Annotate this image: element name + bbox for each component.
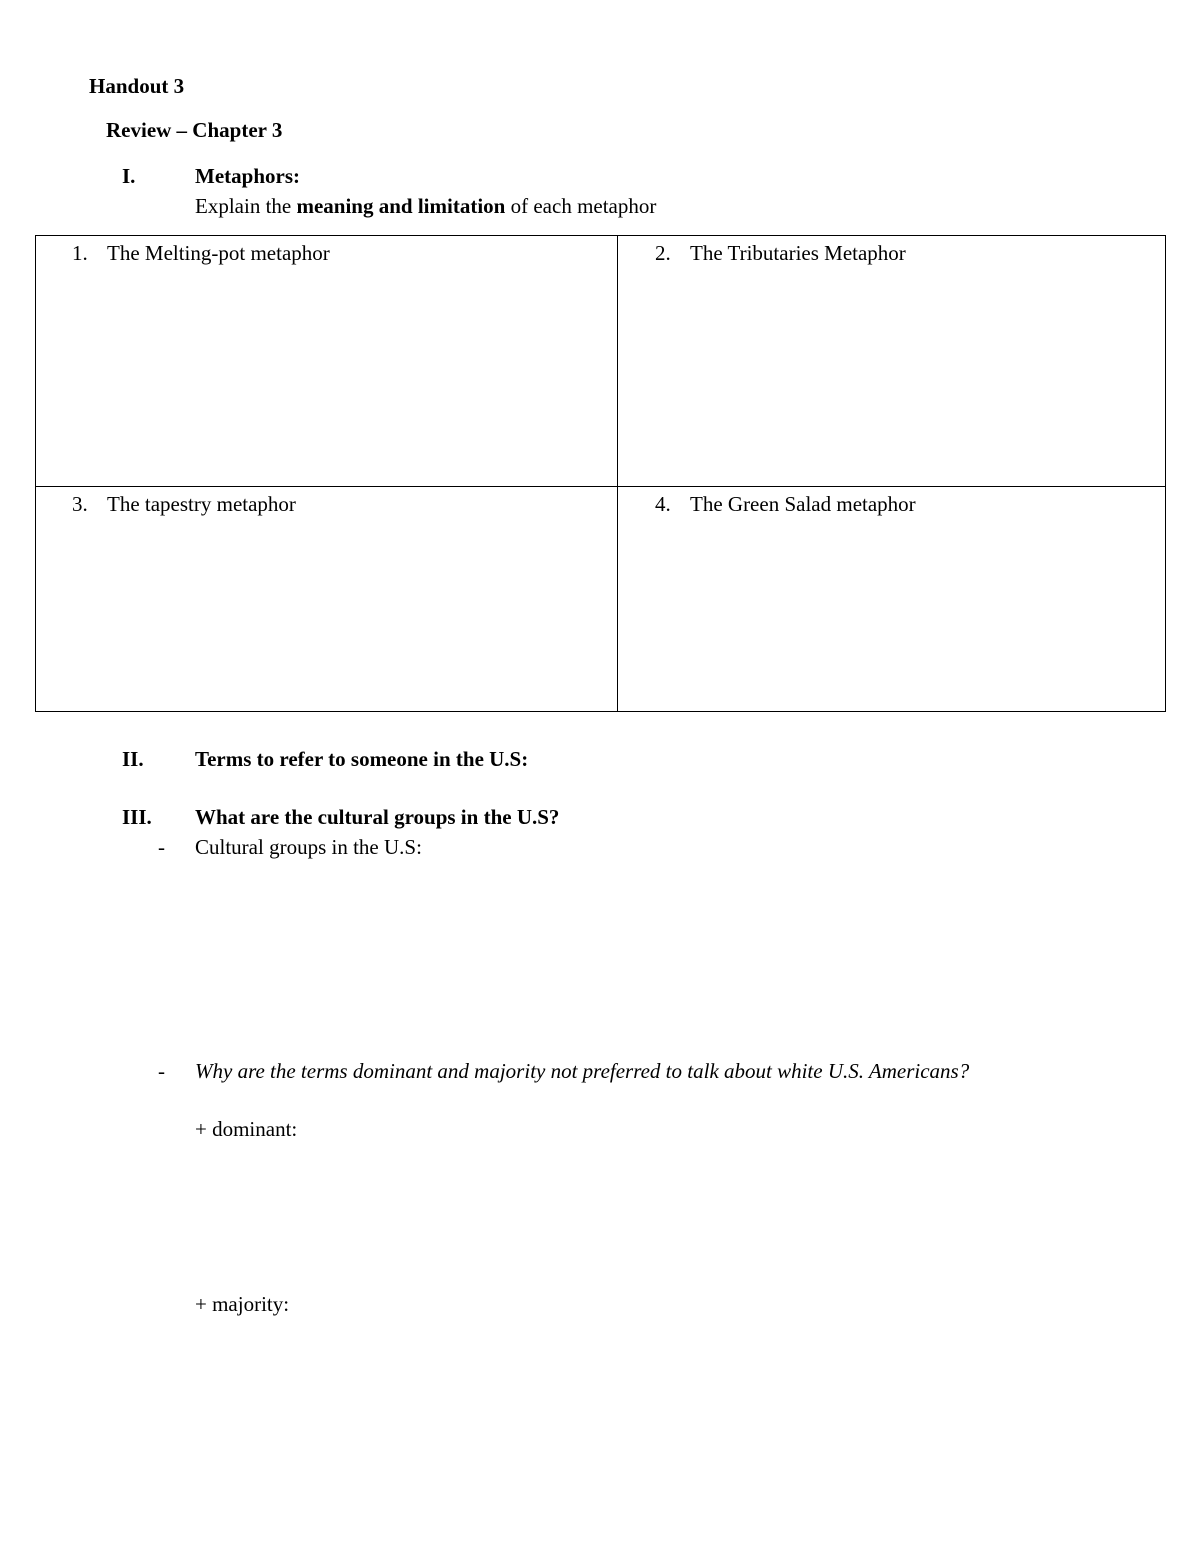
cell-2-number: 2. [655, 241, 671, 265]
bullet-1-text: Cultural groups in the U.S: [195, 835, 422, 859]
cell-4-label: The Green Salad metaphor [690, 492, 916, 516]
section-1-heading: Metaphors: [195, 164, 300, 188]
instruction-emphasis: meaning and limitation [296, 194, 506, 218]
section-3-number: III. [122, 805, 152, 829]
bullet-2-dash: - [158, 1059, 165, 1083]
metaphor-table [35, 235, 1166, 712]
instruction-pre: Explain the [195, 194, 297, 218]
cell-4-number: 4. [655, 492, 671, 516]
section-2-heading: Terms to refer to someone in the U.S: [195, 747, 529, 771]
bullet-1-dash: - [158, 835, 165, 859]
cell-1-number: 1. [72, 241, 88, 265]
sub-item-majority: + majority: [195, 1292, 290, 1316]
cell-2-label: The Tributaries Metaphor [690, 241, 906, 265]
section-1-number: I. [122, 164, 136, 188]
cell-3-label: The tapestry metaphor [107, 492, 296, 516]
table-column-divider [617, 236, 618, 711]
section-2-number: II. [122, 747, 144, 771]
handout-title: Handout 3 [89, 74, 185, 98]
section-3-heading: What are the cultural groups in the U.S? [195, 805, 560, 829]
bullet-2-question: Why are the terms dominant and majority not preferred to talk about white U.S. Americans? [195, 1059, 970, 1083]
review-subtitle: Review – Chapter 3 [106, 118, 283, 142]
section-1-instruction [195, 196, 656, 217]
cell-3-number: 3. [72, 492, 88, 516]
table-row-divider [36, 486, 1165, 487]
cell-1-label: The Melting-pot metaphor [107, 241, 330, 265]
sub-item-dominant: + dominant: [195, 1117, 298, 1141]
instruction-post: of each metaphor [505, 194, 657, 218]
